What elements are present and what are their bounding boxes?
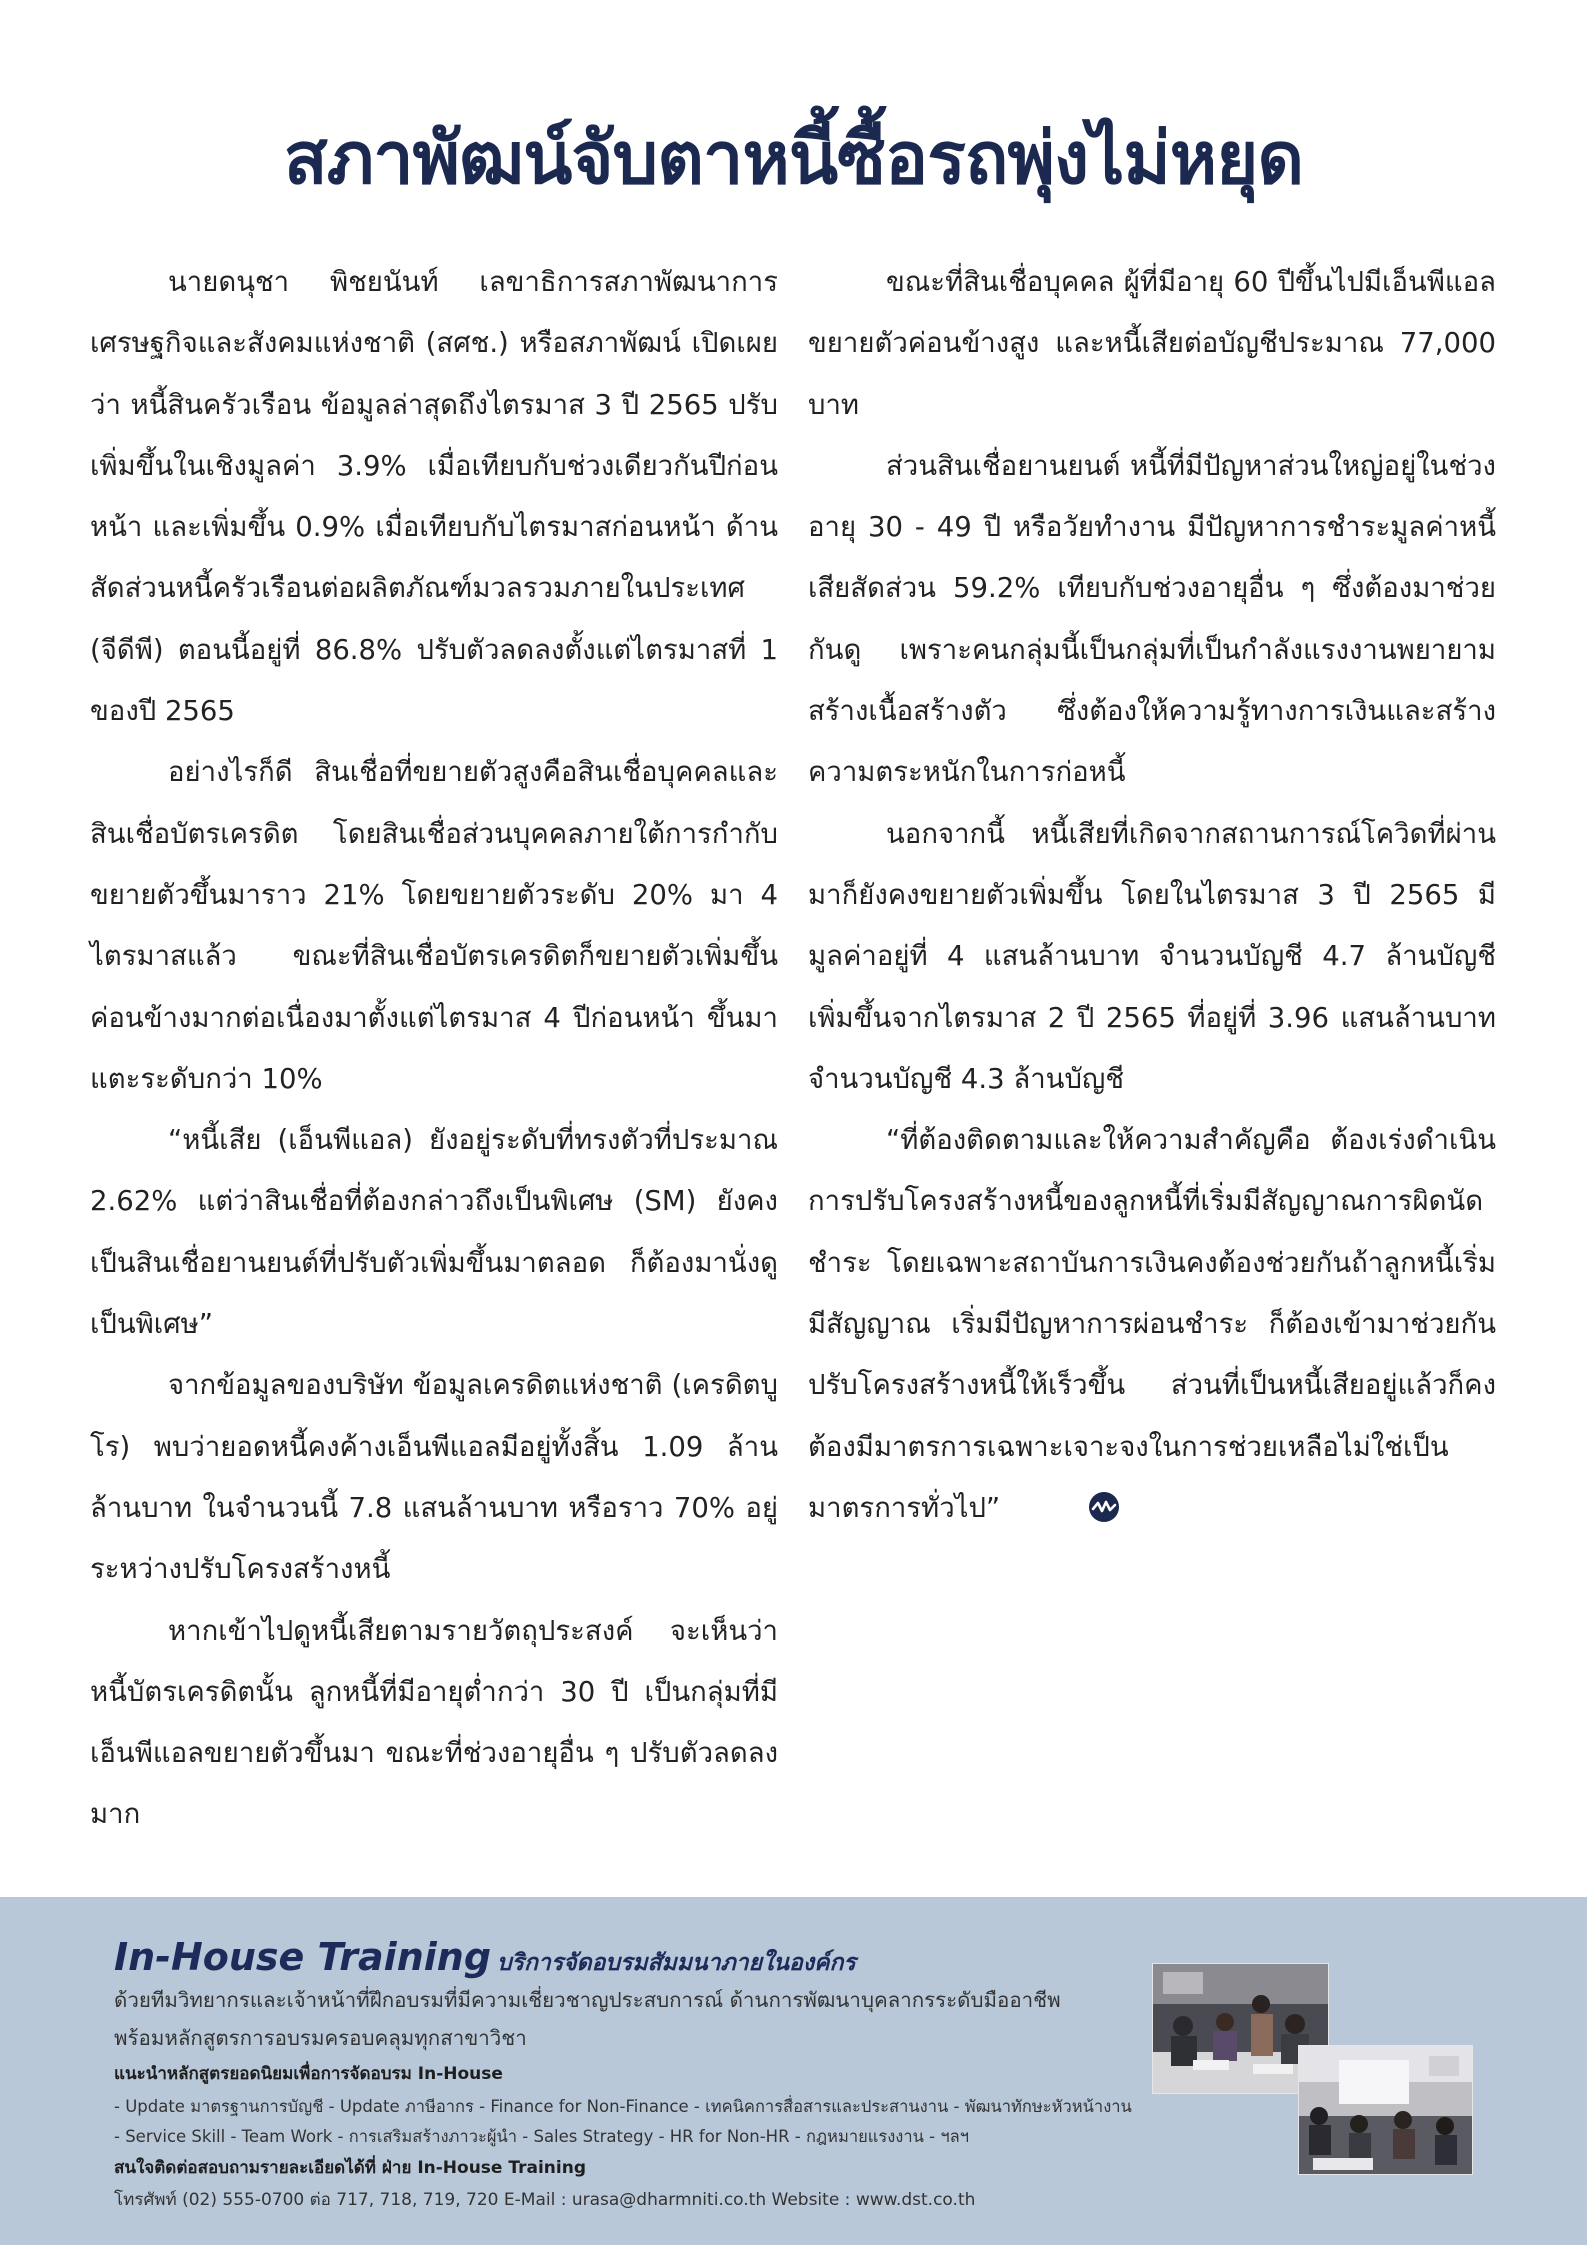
article-paragraph: หากเข้าไปดูหนี้เสียตามรายวัตถุประสงค์ จะเห็นว่าหนี้บัตรเครดิตนั้น ลูกหนี้ที่มีอายุต่ำกว่า 30 ปี เป็นกลุ่มที่มีเอ็นพีแอลขยายตัวขึ้นมา ขณะที่ช่วงอายุอื่น ๆ ปรับตัวลดลงมาก (90, 1614, 778, 1831)
article-paragraph: จากข้อมูลของบริษัท ข้อมูลเครดิตแห่งชาติ (เครดิตบูโร) พบว่ายอดหนี้คงค้างเอ็นพีแอลมีอยู่ทั้งสิ้น 1.09 ล้านล้านบาท ในจำนวนนี้ 7.8 แสนล้านบาท หรือราว 70% อยู่ระหว่างปรับโครงสร้างหนี้ (90, 1369, 778, 1586)
article-paragraph-last (808, 1110, 1496, 1539)
brand-description (114, 1981, 1114, 2057)
training-seminar-photo (1298, 2045, 1473, 2175)
article-paragraph: ขณะที่สินเชื่อบุคคล ผู้ที่มีอายุ 60 ปีขึ้นไปมีเอ็นพีแอลขยายตัวค่อนข้างสูง และหนี้เสียต่อบัญชีประมาณ 77,000 บาท (808, 266, 1496, 421)
contact-heading: สนใจติดต่อสอบถามรายละเอียดได้ที่ ฝ่าย In-House Training (114, 2158, 586, 2178)
course-list (114, 2092, 1154, 2152)
article-paragraph: นายดนุชา พิชยนันท์ เลขาธิการสภาพัฒนาการเศรษฐกิจและสังคมแห่งชาติ (สศช.) หรือสภาพัฒน์ เปิดเผยว่า หนี้สินครัวเรือน ข้อมูลล่าสุดถึงไตรมาส 3 ปี 2565 ปรับเพิ่มขึ้นในเชิงมูลค่า 3.9% เมื่อเทียบกับช่วงเดียวกันปีก่อนหน้า และเพิ่มขึ้น 0.9% เมื่อเทียบกับไตรมาสก่อนหน้า ด้านสัดส่วนหนี้ครัวเรือนต่อผลิตภัณฑ์มวลรวมภายในประเทศ (จีดีพี) ตอนนี้อยู่ที่ 86.8% ปรับตัวลดลงตั้งแต่ไตรมาสที่ 1 ของปี 2565 (90, 266, 778, 728)
article-paragraph: “หนี้เสีย (เอ็นพีแอล) ยังอยู่ระดับที่ทรงตัวที่ประมาณ 2.62% แต่ว่าสินเชื่อที่ต้องกล่าวถึงเป็นพิเศษ (SM) ยังคงเป็นสินเชื่อยานยนต์ที่ปรับตัวเพิ่มขึ้นมาตลอด ก็ต้องมานั่งดูเป็นพิเศษ” (90, 1124, 778, 1341)
brand-subtitle: บริการจัดอบรมสัมมนาภายในองค์กร (497, 1950, 856, 1976)
article-right-column (808, 252, 1496, 1539)
course-line: - Service Skill - Team Work - การเสริมสร้างภาวะผู้นำ - Sales Strategy - HR for Non-HR - กฎหมายแรงงาน - ฯลฯ (114, 2127, 969, 2146)
description-line: ด้วยทีมวิทยากรและเจ้าหน้าที่ฝึกอบรมที่มีความเชี่ยวชาญประสบการณ์ ด้านการพัฒนาบุคลากรระดับมืออาชีพ (114, 1988, 1061, 2012)
brand-line (114, 1935, 856, 1981)
wave-logo-icon (1010, 1484, 1042, 1516)
article-paragraph: อย่างไรก็ดี สินเชื่อที่ขยายตัวสูงคือสินเชื่อบุคคลและสินเชื่อบัตรเครดิต โดยสินเชื่อส่วนบุคคลภายใต้การกำกับขยายตัวขึ้นมาราว 21% โดยขยายตัวระดับ 20% มา 4 ไตรมาสแล้ว ขณะที่สินเชื่อบัตรเครดิตก็ขยายตัวเพิ่มขึ้นค่อนข้างมากต่อเนื่องมาตั้งแต่ไตรมาส 4 ปีก่อนหน้า ขึ้นมาแตะระดับกว่า 10% (90, 756, 778, 1095)
article-paragraph: นอกจากนี้ หนี้เสียที่เกิดจากสถานการณ์โควิดที่ผ่านมาก็ยังคงขยายตัวเพิ่มขึ้น โดยในไตรมาส 3 ปี 2565 มีมูลค่าอยู่ที่ 4 แสนล้านบาท จำนวนบัญชี 4.7 ล้านบัญชี เพิ่มขึ้นจากไตรมาส 2 ปี 2565 ที่อยู่ที่ 3.96 แสนล้านบาท จำนวนบัญชี 4.3 ล้านบัญชี (808, 817, 1496, 1095)
description-line: พร้อมหลักสูตรการอบรมครอบคลุมทุกสาขาวิชา (114, 2026, 527, 2050)
article-paragraph: ส่วนสินเชื่อยานยนต์ หนี้ที่มีปัญหาส่วนใหญ่อยู่ในช่วงอายุ 30 - 49 ปี หรือวัยทำงาน มีปัญหาการชำระมูลค่าหนี้เสียสัดส่วน 59.2% เทียบกับช่วงอายุอื่น ๆ ซึ่งต้องมาช่วยกันดู เพราะคนกลุ่มนี้เป็นกลุ่มที่เป็นกำลังแรงงานพยายามสร้างเนื้อสร้างตัว ซึ่งต้องให้ความรู้ทางการเงินและสร้างความตระหนักในการก่อหนี้ (808, 449, 1496, 789)
article-paragraph-text: “ที่ต้องติดตามและให้ความสำคัญคือ ต้องเร่งดำเนินการปรับโครงสร้างหนี้ของลูกหนี้ที่เริ่มมีสัญญาณการผิดนัดชำระ โดยเฉพาะสถาบันการเงินคงต้องช่วยกันถ้าลูกหนี้เริ่มมีสัญญาณ เริ่มมีปัญหาการผ่อนชำระ ก็ต้องเข้ามาช่วยกันปรับโครงสร้างหนี้ให้เร็วขึ้น ส่วนที่เป็นหนี้เสียอยู่แล้วก็คงต้องมีมาตรการเฉพาะเจาะจงในการช่วยเหลือไม่ใช่เป็นมาตรการทั่วไป” (808, 1124, 1496, 1524)
course-line: - Update มาตรฐานการบัญชี - Update ภาษีอากร - Finance for Non-Finance - เทคนิคการสื่อสารและประสานงาน - พัฒนาทักษะหัวหน้างาน (114, 2097, 1132, 2116)
article-headline: สภาพัฒน์จับตาหนี้ซื้อรถพุ่งไม่หยุด (283, 116, 1304, 200)
course-heading: แนะนำหลักสูตรยอดนิยมเพื่อการจัดอบรม In-House (114, 2064, 503, 2084)
brand-title: In-House Training (114, 1935, 492, 1979)
in-house-training-banner (0, 1897, 1587, 2245)
article-left-column (90, 252, 778, 1846)
contact-details: โทรศัพท์ (02) 555-0700 ต่อ 717, 718, 719, 720 E-Mail : urasa@dharmniti.co.th Website : www.dst.co.th (114, 2190, 976, 2210)
